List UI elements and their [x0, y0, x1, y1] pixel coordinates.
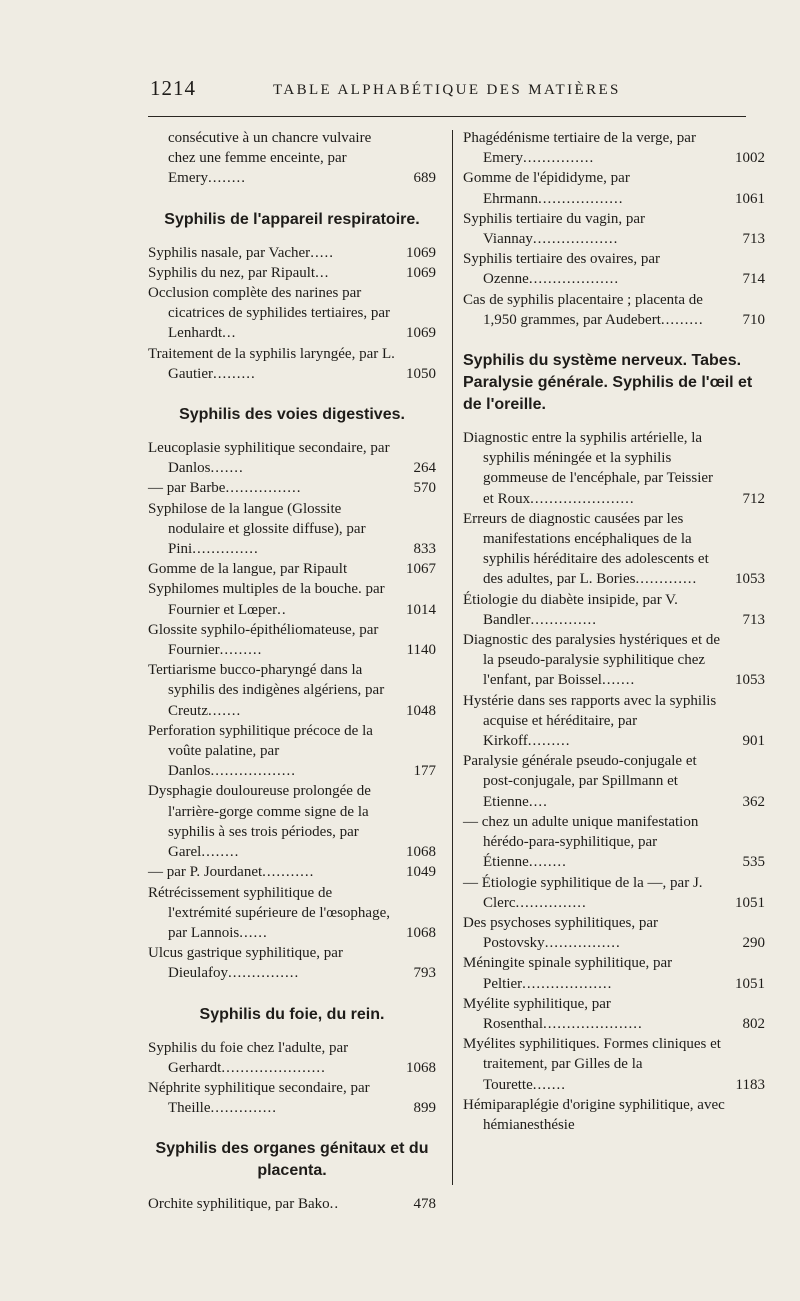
index-entry: Cas de syphilis placentaire ; placenta de 1,950 grammes, par Audebert......... 710	[463, 291, 765, 328]
index-entry: Paralysie générale pseudo-conjugale et post-conjugale, par Spillmann et Etienne.... 362	[463, 753, 765, 810]
section-heading: Syphilis des voies digestives.	[179, 406, 405, 424]
section-heading: Syphilis des organes génitaux et du placenta.	[155, 1140, 429, 1180]
index-entry: Myélites syphilitiques. Formes cliniques et traitement, par Gilles de la Tourette....... 1183	[463, 1036, 765, 1093]
right-column	[463, 128, 765, 1135]
section-heading: Syphilis du foie, du rein.	[199, 1005, 385, 1023]
index-entry: Ulcus gastrique syphilitique, par Dieulafoy............... 793	[148, 945, 436, 982]
index-entry: Syphilis tertiaire du vagin, par Viannay.................. 713	[463, 210, 765, 248]
index-entry: Traitement de la syphilis laryngée, par L. Gautier......... 1050	[148, 345, 436, 382]
index-entry: — Étiologie syphilitique de la —, par J. Clerc............... 1051	[463, 874, 765, 911]
index-entry: — par P. Jourdanet........... 1049	[148, 864, 436, 881]
index-entry: Syphilomes multiples de la bouche. par Fournier et Lœper.. 1014	[148, 581, 436, 618]
index-entry: Syphilis tertiaire des ovaires, par Ozenne................... 714	[463, 251, 765, 288]
section-heading: Syphilis de l'appareil respiratoire.	[164, 210, 420, 228]
index-entry: Syphilis du nez, par Ripault... 1069	[148, 264, 436, 281]
index-entry: Leucoplasie syphilitique secondaire, par Danlos....... 264	[148, 440, 436, 477]
index-entry: Gomme de l'épididyme, par Ehrmann.................. 1061	[463, 170, 765, 207]
column-divider	[452, 130, 453, 1185]
index-entry: Hystérie dans ses rapports avec la syphilis acquise et héréditaire, par Kirkoff......... 901	[463, 692, 765, 750]
index-entry: Phagédénisme tertiaire de la verge, par Emery............... 1002	[463, 130, 765, 167]
index-entry: Syphilose de la langue (Glossite nodulaire et glossite diffuse), par Pini.............. 833	[148, 500, 436, 558]
index-entry: Étiologie du diabète insipide, par V. Bandler.............. 713	[463, 591, 765, 628]
index-entry: Diagnostic des paralysies hystériques et de la pseudo-paralysie syphilitique chez l'enfant, par Boissel....... 1053	[463, 632, 765, 689]
left-column	[148, 128, 436, 1215]
index-entry: Hémiparaplégie d'origine syphilitique, avec hémianesthésie	[463, 1096, 725, 1133]
section-heading: Syphilis du système nerveux. Tabes. Paralysie générale. Syphilis de l'œil et de l'oreille.	[463, 352, 753, 414]
index-entry: Occlusion complète des narines par cicatrices de syphilides tertiaires, par Lenhardt... 1069	[148, 285, 436, 342]
index-entry: Myélite syphilitique, par Rosenthal..................... 802	[463, 995, 765, 1032]
index-entry: Diagnostic entre la syphilis artérielle, la syphilis méningée et la syphilis gommeuse de l'encéphale, par Teissier et Roux...................... 712	[463, 430, 765, 507]
index-entry: Erreurs de diagnostic causées par les manifestations encéphaliques de la syphilis héréditaire des adolescents et des adultes, par L. Bories............. 1053	[463, 510, 765, 588]
index-entry: Rétrécissement syphilitique de l'extrémité supérieure de l'œsophage, par Lannois...... 1068	[148, 884, 436, 941]
index-entry: Perforation syphilitique précoce de la voûte palatine, par Danlos.................. 177	[148, 722, 436, 780]
index-entry: Glossite syphilo-épithéliomateuse, par Fournier......... 1140	[148, 621, 436, 659]
running-title: TABLE ALPHABÉTIQUE DES MATIÈRES	[273, 82, 621, 98]
index-entry: Orchite syphilitique, par Bako.. 478	[148, 1196, 436, 1213]
page-number: 1214	[150, 76, 196, 100]
index-entry: Tertiarisme bucco-pharyngé dans la syphilis des indigènes algériens, par Creutz....... 1048	[148, 662, 436, 719]
index-entry: Méningite spinale syphilitique, par Peltier................... 1051	[463, 955, 765, 992]
index-entry: Syphilis du foie chez l'adulte, par Gerhardt...................... 1068	[148, 1039, 436, 1076]
index-entry: Syphilis nasale, par Vacher..... 1069	[148, 244, 436, 261]
index-entry: Dysphagie douloureuse prolongée de l'arrière-gorge comme signe de la syphilis à ses trois périodes, par Garel........ 1068	[148, 783, 436, 861]
header-rule	[148, 116, 746, 117]
index-entry: Néphrite syphilitique secondaire, par Theille.............. 899	[148, 1079, 436, 1117]
index-entry: — chez un adulte unique manifestation hérédo-para-syphilitique, par Étienne........ 535	[463, 813, 765, 871]
index-entry: Gomme de la langue, par Ripault 1067	[148, 561, 436, 578]
index-entry: — par Barbe................ 570	[148, 480, 436, 497]
index-entry: Des psychoses syphilitiques, par Postovsky................ 290	[463, 914, 765, 952]
index-entry: consécutive à un chancre vulvaire chez une femme enceinte, par Emery........ 689	[168, 130, 436, 187]
